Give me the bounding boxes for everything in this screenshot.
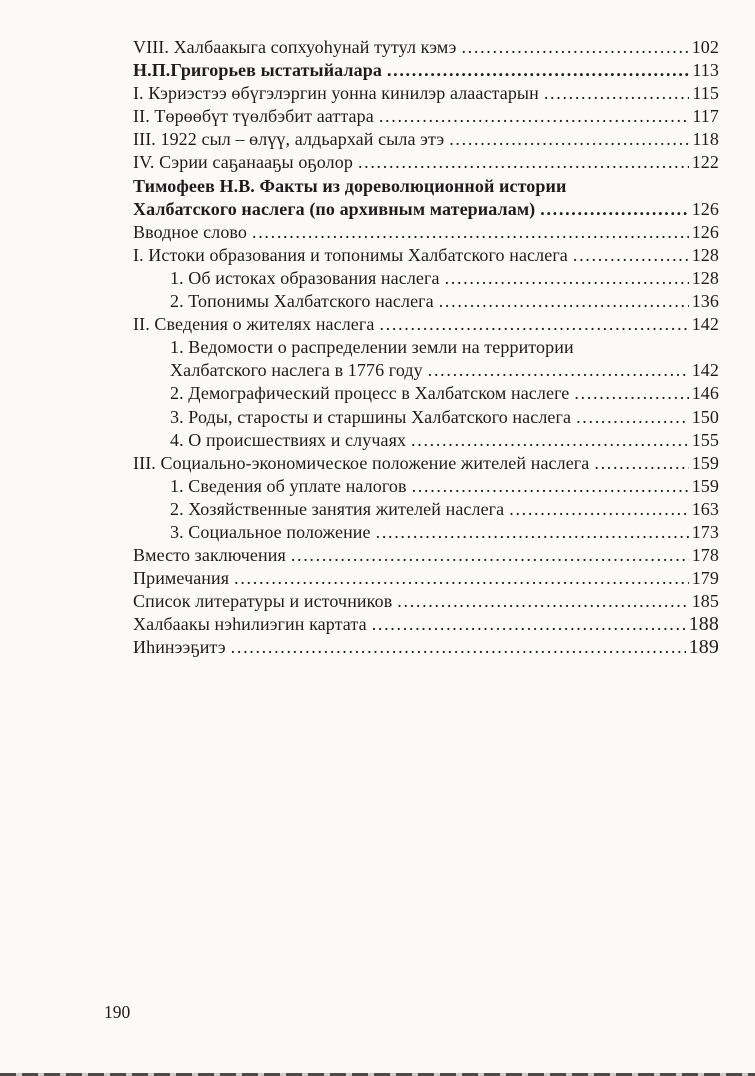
toc-entry bbox=[133, 221, 719, 244]
toc-entry-page: 178 bbox=[691, 545, 719, 566]
folio-page-number: 190 bbox=[104, 1002, 131, 1022]
toc-entry bbox=[133, 244, 719, 267]
toc-entry-page: 142 bbox=[691, 360, 719, 381]
toc-entry bbox=[133, 498, 719, 521]
toc-entry-title: 4. О происшествиях и случаях bbox=[170, 429, 407, 450]
dot-leader-icon bbox=[397, 590, 688, 613]
toc-entry-title: Халбатского наслега (по архивным материалам) bbox=[133, 198, 536, 219]
dot-leader-icon bbox=[509, 498, 688, 521]
toc-entry-title: Тимофеев Н.В. Факты из дореволюционной истории bbox=[133, 175, 567, 196]
dot-leader-icon bbox=[411, 429, 689, 452]
toc-entry-page: 146 bbox=[691, 383, 719, 404]
toc-entry bbox=[133, 429, 719, 452]
toc-entry bbox=[133, 82, 719, 105]
toc-entry bbox=[133, 59, 719, 82]
toc-entry bbox=[133, 175, 719, 198]
dot-leader-icon bbox=[445, 267, 689, 290]
toc-entry-title: III. Социально-экономическое положение жителей наслега bbox=[133, 452, 590, 473]
toc-entry-page: 155 bbox=[691, 429, 719, 450]
dot-leader-icon bbox=[358, 151, 689, 174]
toc-entry-title: II. Төрөөбүт түөлбэбит ааттара bbox=[133, 106, 374, 127]
dot-leader-icon bbox=[412, 475, 689, 498]
toc-entry-title: 1. Ведомости о распределении земли на территории bbox=[170, 337, 574, 358]
toc-entry-title: I. Кэриэстээ өбүгэлэргин уонна кинилэр алаастарын bbox=[133, 83, 539, 104]
toc-entry-title: 2. Топонимы Халбатского наслега bbox=[170, 291, 434, 312]
toc-entry bbox=[133, 406, 719, 429]
toc-list bbox=[133, 36, 719, 660]
toc-entry bbox=[133, 590, 719, 613]
toc-entry-title: IV. Сэрии саҕанааҕы оҕолор bbox=[133, 152, 353, 173]
toc-entry-title: Список литературы и источников bbox=[133, 591, 393, 612]
dot-leader-icon bbox=[291, 544, 689, 567]
dot-leader-icon bbox=[372, 613, 686, 636]
toc-entry-page: 128 bbox=[691, 267, 719, 288]
toc-entry-title: 3. Роды, старосты и старшины Халбатского наслега bbox=[170, 406, 572, 427]
toc-entry-title: II. Сведения о жителях наслега bbox=[133, 314, 375, 335]
toc-entry bbox=[133, 105, 719, 128]
toc-entry-title: 3. Социальное положение bbox=[170, 521, 371, 542]
toc-entry-title: 1. Об истоках образования наслега bbox=[170, 267, 440, 288]
dot-leader-icon bbox=[461, 36, 688, 59]
dot-leader-icon bbox=[439, 290, 689, 313]
toc-entry bbox=[133, 544, 719, 567]
dot-leader-icon bbox=[544, 82, 690, 105]
toc-entry bbox=[133, 151, 719, 174]
toc-entry bbox=[133, 128, 719, 151]
toc-entry-title: 2. Демографический процесс в Халбатском наслеге bbox=[170, 383, 570, 404]
dot-leader-icon bbox=[379, 313, 688, 336]
toc-entry-page: 173 bbox=[691, 521, 719, 542]
toc-entry-title: Вводное слово bbox=[133, 221, 248, 242]
dot-leader-icon bbox=[231, 636, 686, 659]
toc-entry-title: III. 1922 сыл – өлүү, алдьархай сыла этэ bbox=[133, 129, 445, 150]
toc-entry bbox=[133, 359, 719, 382]
toc-entry-page: 117 bbox=[692, 106, 719, 127]
toc-entry bbox=[133, 567, 719, 590]
dot-leader-icon bbox=[449, 128, 689, 151]
toc-entry-title: 2. Хозяйственные занятия жителей наслега bbox=[170, 498, 505, 519]
toc-entry bbox=[133, 475, 719, 498]
toc-entry-title: Вместо заключения bbox=[133, 545, 286, 566]
toc-entry bbox=[133, 313, 719, 336]
dot-leader-icon bbox=[252, 221, 689, 244]
toc-entry bbox=[133, 267, 719, 290]
toc-entry-page: 126 bbox=[691, 221, 719, 242]
dot-leader-icon bbox=[576, 406, 689, 429]
toc-entry-page: 102 bbox=[691, 37, 719, 57]
toc-entry-page: 126 bbox=[691, 198, 719, 219]
toc-entry-page: 142 bbox=[691, 314, 719, 335]
toc-entry-page: 128 bbox=[691, 244, 719, 265]
toc-entry bbox=[133, 336, 719, 359]
toc-entry bbox=[133, 636, 719, 659]
toc-entry-page: 150 bbox=[691, 406, 719, 427]
toc-entry-page: 159 bbox=[691, 452, 719, 473]
toc-entry bbox=[133, 613, 719, 636]
toc-entry-page: 115 bbox=[692, 83, 719, 104]
toc-entry-title: VIII. Халбаакыга сопхуоһунай тутул кэмэ bbox=[133, 37, 457, 57]
dot-leader-icon bbox=[428, 359, 689, 382]
toc-entry-page: 185 bbox=[691, 591, 719, 612]
dot-leader-icon bbox=[574, 382, 688, 405]
toc-entry-title: I. Истоки образования и топонимы Халбатского наслега bbox=[133, 244, 568, 265]
dot-leader-icon bbox=[594, 452, 688, 475]
dot-leader-icon bbox=[573, 244, 689, 267]
toc-entry-page: 136 bbox=[691, 291, 719, 312]
toc-entry-title: 1. Сведения об уплате налогов bbox=[170, 475, 407, 496]
toc-entry-title: Иһинээҕитэ bbox=[133, 637, 226, 658]
toc-entry-title: Халбатского наслега в 1776 году bbox=[170, 360, 423, 381]
toc-entry-page: 159 bbox=[691, 475, 719, 496]
toc-entry-page: 179 bbox=[691, 568, 719, 589]
toc-entry bbox=[133, 36, 719, 59]
toc-entry-page: 113 bbox=[692, 60, 719, 81]
toc-entry bbox=[133, 382, 719, 405]
toc-entry-title: Халбаакы нэһилиэгин картата bbox=[133, 614, 367, 635]
dot-leader-icon bbox=[379, 105, 690, 128]
toc-entry bbox=[133, 452, 719, 475]
dot-leader-icon bbox=[540, 198, 688, 221]
toc-entry-page: 163 bbox=[691, 498, 719, 519]
toc-entry-page: 122 bbox=[691, 152, 719, 173]
toc-entry-title: Н.П.Григорьев ыстатыйалара bbox=[133, 60, 382, 81]
toc-entry-page: 118 bbox=[692, 129, 719, 150]
dot-leader-icon bbox=[234, 567, 689, 590]
toc-entry-page: 188 bbox=[688, 613, 719, 636]
dot-leader-icon bbox=[387, 59, 689, 82]
toc-entry-page: 189 bbox=[688, 636, 719, 659]
dot-leader-icon bbox=[376, 521, 689, 544]
toc-entry bbox=[133, 521, 719, 544]
toc-entry-title: Примечания bbox=[133, 568, 230, 589]
toc-entry bbox=[133, 290, 719, 313]
toc-entry bbox=[133, 198, 719, 221]
